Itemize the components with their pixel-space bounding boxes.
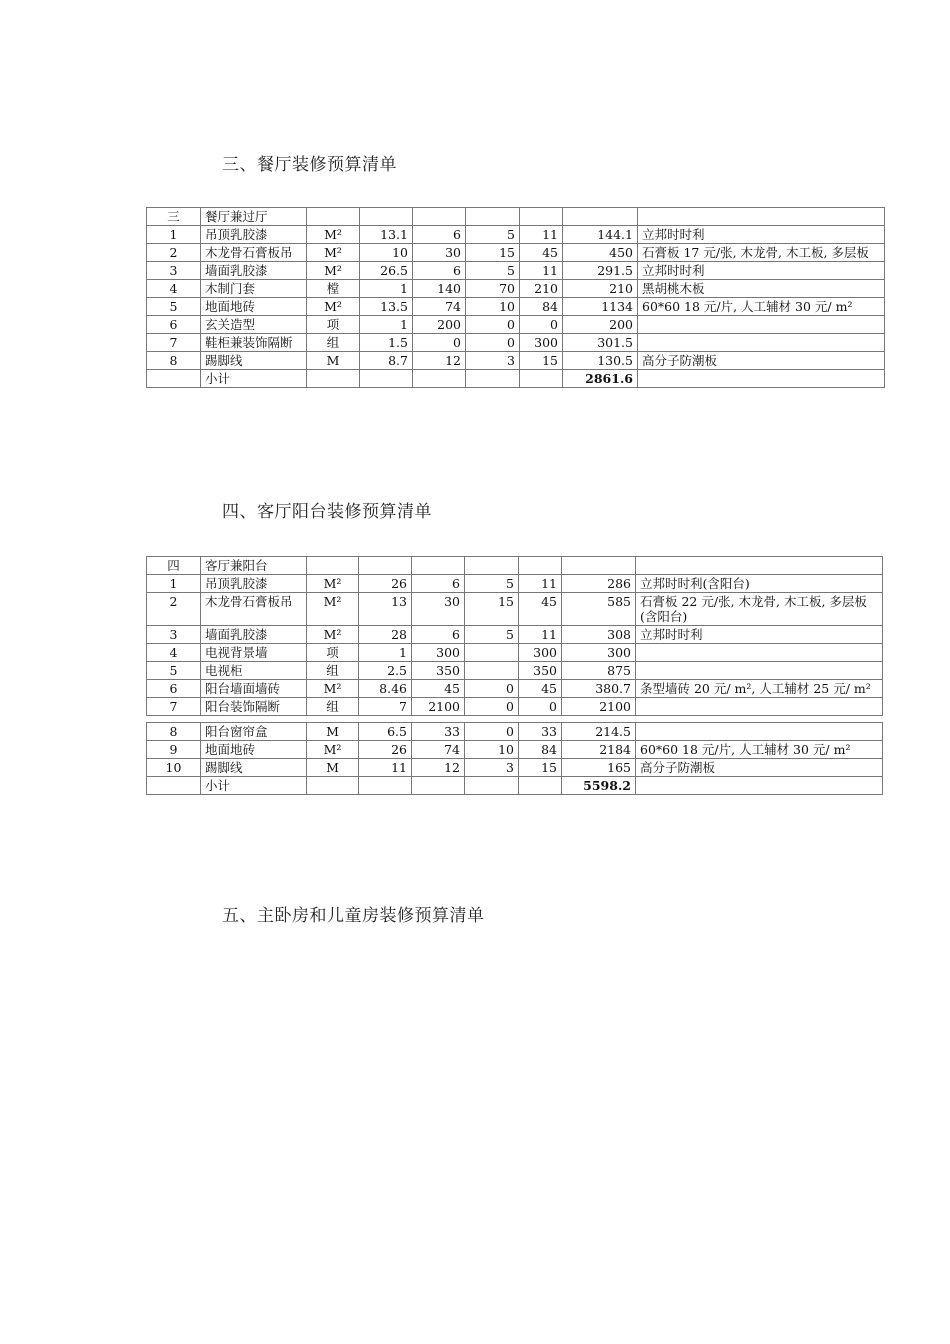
item-quantity — [359, 557, 412, 575]
item-labor-price: 5 — [465, 575, 519, 593]
item-unit-total: 45 — [519, 680, 562, 698]
item-labor-price: 10 — [465, 741, 519, 759]
item-labor-price — [465, 557, 519, 575]
item-note: 条型墙砖 20 元/ m², 人工辅材 25 元/ m² — [636, 680, 883, 698]
table-row — [147, 662, 883, 680]
item-note — [636, 662, 883, 680]
item-total: 2100 — [562, 698, 636, 716]
item-material-price: 0 — [413, 334, 466, 352]
item-material-price: 6 — [413, 262, 466, 280]
item-material-price: 2100 — [412, 698, 465, 716]
item-labor-price: 3 — [465, 759, 519, 777]
item-unit-total: 11 — [519, 575, 562, 593]
item-quantity: 26.5 — [360, 262, 413, 280]
item-material-price — [413, 370, 466, 388]
item-unit: 组 — [307, 662, 359, 680]
item-unit: M² — [307, 298, 360, 316]
item-labor-price: 0 — [466, 316, 520, 334]
item-unit-total: 300 — [520, 334, 563, 352]
item-note: 高分子防潮板 — [638, 352, 885, 370]
item-unit-total — [520, 208, 563, 226]
item-quantity: 26 — [359, 741, 412, 759]
item-note — [636, 644, 883, 662]
item-name: 地面地砖 — [201, 741, 307, 759]
item-labor-price — [466, 208, 520, 226]
item-number: 5 — [147, 298, 201, 316]
item-name: 电视柜 — [201, 662, 307, 680]
item-unit — [307, 557, 359, 575]
item-name: 客厅兼阳台 — [201, 557, 307, 575]
item-unit-total: 11 — [520, 226, 563, 244]
item-labor-price: 10 — [466, 298, 520, 316]
item-unit: M — [307, 352, 360, 370]
item-note — [638, 316, 885, 334]
item-total: 5598.2 — [562, 777, 636, 795]
item-name: 吊顶乳胶漆 — [201, 575, 307, 593]
item-material-price: 140 — [413, 280, 466, 298]
table-row — [147, 741, 883, 759]
item-quantity: 1 — [359, 644, 412, 662]
item-name: 阳台窗帘盒 — [201, 723, 307, 741]
item-unit-total — [520, 370, 563, 388]
item-unit: M² — [307, 244, 360, 262]
item-labor-price — [465, 644, 519, 662]
table-row — [147, 698, 883, 716]
table-row — [147, 575, 883, 593]
section-4-heading: 四、客厅阳台装修预算清单 — [222, 502, 432, 522]
item-total: 144.1 — [563, 226, 638, 244]
item-labor-price: 3 — [466, 352, 520, 370]
item-unit: 组 — [307, 698, 359, 716]
item-unit-total: 350 — [519, 662, 562, 680]
item-number: 7 — [147, 698, 201, 716]
item-note: 60*60 18 元/片, 人工辅材 30 元/ m² — [638, 298, 885, 316]
section-3-heading: 三、餐厅装修预算清单 — [222, 155, 397, 175]
item-total: 2184 — [562, 741, 636, 759]
item-name: 电视背景墙 — [201, 644, 307, 662]
item-quantity: 1.5 — [360, 334, 413, 352]
subtotal-row — [147, 370, 885, 388]
item-name: 木龙骨石膏板吊 — [201, 593, 307, 626]
item-number: 2 — [147, 244, 201, 262]
table-row — [147, 208, 885, 226]
item-unit: 项 — [307, 316, 360, 334]
item-material-price: 12 — [413, 352, 466, 370]
item-material-price: 45 — [412, 680, 465, 698]
item-note: 黑胡桃木板 — [638, 280, 885, 298]
item-total: 210 — [563, 280, 638, 298]
item-unit: M² — [307, 226, 360, 244]
item-labor-price — [466, 370, 520, 388]
item-number: 7 — [147, 334, 201, 352]
item-number: 8 — [147, 723, 201, 741]
item-name: 鞋柜兼装饰隔断 — [201, 334, 307, 352]
item-quantity — [360, 370, 413, 388]
item-material-price: 33 — [412, 723, 465, 741]
item-quantity: 26 — [359, 575, 412, 593]
item-unit — [307, 208, 360, 226]
subtotal-row — [147, 777, 883, 795]
item-material-price: 30 — [413, 244, 466, 262]
item-material-price: 6 — [412, 626, 465, 644]
item-unit-total: 210 — [520, 280, 563, 298]
item-number: 4 — [147, 280, 201, 298]
item-number: 6 — [147, 680, 201, 698]
item-labor-price: 0 — [465, 698, 519, 716]
item-number: 4 — [147, 644, 201, 662]
item-labor-price: 0 — [466, 334, 520, 352]
item-unit-total: 33 — [519, 723, 562, 741]
living-room-budget-table — [146, 556, 883, 795]
item-unit-total — [519, 557, 562, 575]
item-unit-total: 84 — [520, 298, 563, 316]
item-total: 300 — [562, 644, 636, 662]
item-unit-total: 11 — [519, 626, 562, 644]
item-unit: 樘 — [307, 280, 360, 298]
item-name: 木龙骨石膏板吊 — [201, 244, 307, 262]
item-material-price: 30 — [412, 593, 465, 626]
item-quantity: 10 — [360, 244, 413, 262]
item-unit: M — [307, 759, 359, 777]
item-labor-price: 70 — [466, 280, 520, 298]
item-note: 石膏板 17 元/张, 木龙骨, 木工板, 多层板 — [638, 244, 885, 262]
item-name: 踢脚线 — [201, 352, 307, 370]
item-total: 130.5 — [563, 352, 638, 370]
item-total: 450 — [563, 244, 638, 262]
item-unit: M — [307, 723, 359, 741]
item-total: 291.5 — [563, 262, 638, 280]
item-total: 200 — [563, 316, 638, 334]
item-quantity: 28 — [359, 626, 412, 644]
item-unit — [307, 777, 359, 795]
table-row — [147, 226, 885, 244]
item-total: 286 — [562, 575, 636, 593]
item-total — [562, 557, 636, 575]
item-number — [147, 777, 201, 795]
item-material-price: 12 — [412, 759, 465, 777]
table-row — [147, 626, 883, 644]
item-number: 5 — [147, 662, 201, 680]
item-number: 9 — [147, 741, 201, 759]
item-quantity: 1 — [360, 280, 413, 298]
item-note: 立邦时时利 — [638, 226, 885, 244]
item-unit-total: 300 — [519, 644, 562, 662]
item-total — [563, 208, 638, 226]
table-row — [147, 298, 885, 316]
item-total: 1134 — [563, 298, 638, 316]
item-quantity: 6.5 — [359, 723, 412, 741]
item-quantity: 13.1 — [360, 226, 413, 244]
item-unit-total: 84 — [519, 741, 562, 759]
item-number — [147, 370, 201, 388]
item-name: 玄关造型 — [201, 316, 307, 334]
item-number: 3 — [147, 626, 201, 644]
item-number: 3 — [147, 262, 201, 280]
item-note — [636, 723, 883, 741]
table-row — [147, 334, 885, 352]
item-total: 2861.6 — [563, 370, 638, 388]
table-row — [147, 557, 883, 575]
item-name: 阳台装饰隔断 — [201, 698, 307, 716]
item-unit-total: 45 — [520, 244, 563, 262]
item-material-price: 6 — [413, 226, 466, 244]
table-row — [147, 280, 885, 298]
item-quantity: 11 — [359, 759, 412, 777]
item-total: 585 — [562, 593, 636, 626]
item-material-price — [412, 557, 465, 575]
item-name: 小计 — [201, 370, 307, 388]
item-total: 301.5 — [563, 334, 638, 352]
item-quantity: 8.7 — [360, 352, 413, 370]
item-unit: M² — [307, 593, 359, 626]
item-material-price: 74 — [413, 298, 466, 316]
item-note — [638, 208, 885, 226]
item-material-price: 6 — [412, 575, 465, 593]
item-unit: M² — [307, 741, 359, 759]
item-note: 60*60 18 元/片, 人工辅材 30 元/ m² — [636, 741, 883, 759]
item-name: 木制门套 — [201, 280, 307, 298]
item-unit: 项 — [307, 644, 359, 662]
item-labor-price: 5 — [466, 262, 520, 280]
item-unit-total: 11 — [520, 262, 563, 280]
item-unit: M² — [307, 262, 360, 280]
table-row — [147, 244, 885, 262]
item-note: 立邦时时利 — [638, 262, 885, 280]
table-page-break — [147, 716, 883, 723]
item-quantity: 7 — [359, 698, 412, 716]
item-quantity: 13 — [359, 593, 412, 626]
item-material-price — [413, 208, 466, 226]
item-material-price: 300 — [412, 644, 465, 662]
item-material-price: 350 — [412, 662, 465, 680]
table-row — [147, 759, 883, 777]
item-unit-total — [519, 777, 562, 795]
item-note: 高分子防潮板 — [636, 759, 883, 777]
item-material-price: 200 — [413, 316, 466, 334]
item-name: 墙面乳胶漆 — [201, 626, 307, 644]
table-row — [147, 593, 883, 626]
item-labor-price: 15 — [466, 244, 520, 262]
table-row — [147, 680, 883, 698]
item-quantity — [359, 777, 412, 795]
table-row — [147, 262, 885, 280]
item-material-price: 74 — [412, 741, 465, 759]
item-note: 石膏板 22 元/张, 木龙骨, 木工板, 多层板(含阳台) — [636, 593, 883, 626]
item-labor-price: 0 — [465, 723, 519, 741]
item-name: 踢脚线 — [201, 759, 307, 777]
table-row — [147, 644, 883, 662]
item-unit-total: 15 — [519, 759, 562, 777]
item-name: 吊顶乳胶漆 — [201, 226, 307, 244]
item-labor-price — [465, 777, 519, 795]
item-unit: M² — [307, 626, 359, 644]
item-number: 8 — [147, 352, 201, 370]
item-note — [636, 698, 883, 716]
item-labor-price: 15 — [465, 593, 519, 626]
item-quantity: 2.5 — [359, 662, 412, 680]
item-name: 阳台墙面墙砖 — [201, 680, 307, 698]
item-unit — [307, 370, 360, 388]
item-note: 立邦时时利 — [636, 626, 883, 644]
table-row — [147, 352, 885, 370]
item-name: 小计 — [201, 777, 307, 795]
item-number: 2 — [147, 593, 201, 626]
item-unit-total: 15 — [520, 352, 563, 370]
item-labor-price: 5 — [465, 626, 519, 644]
item-name: 餐厅兼过厅 — [201, 208, 307, 226]
item-total: 308 — [562, 626, 636, 644]
item-quantity — [360, 208, 413, 226]
item-note — [638, 334, 885, 352]
item-labor-price: 5 — [466, 226, 520, 244]
table-row — [147, 723, 883, 741]
item-name: 地面地砖 — [201, 298, 307, 316]
item-total: 165 — [562, 759, 636, 777]
item-total: 214.5 — [562, 723, 636, 741]
item-quantity: 1 — [360, 316, 413, 334]
item-unit: M² — [307, 680, 359, 698]
item-note — [636, 777, 883, 795]
item-note — [638, 370, 885, 388]
item-unit: 组 — [307, 334, 360, 352]
item-unit-total: 0 — [520, 316, 563, 334]
item-material-price — [412, 777, 465, 795]
item-number: 6 — [147, 316, 201, 334]
item-note — [636, 557, 883, 575]
item-unit-total: 45 — [519, 593, 562, 626]
item-quantity: 13.5 — [360, 298, 413, 316]
section-5-heading: 五、主卧房和儿童房装修预算清单 — [222, 906, 485, 926]
item-unit-total: 0 — [519, 698, 562, 716]
item-labor-price: 0 — [465, 680, 519, 698]
item-number: 三 — [147, 208, 201, 226]
item-note: 立邦时时利(含阳台) — [636, 575, 883, 593]
item-total: 380.7 — [562, 680, 636, 698]
item-total: 875 — [562, 662, 636, 680]
item-quantity: 8.46 — [359, 680, 412, 698]
item-labor-price — [465, 662, 519, 680]
item-unit: M² — [307, 575, 359, 593]
dining-room-budget-table — [146, 207, 885, 388]
item-number: 1 — [147, 226, 201, 244]
table-row — [147, 316, 885, 334]
item-number: 四 — [147, 557, 201, 575]
item-name: 墙面乳胶漆 — [201, 262, 307, 280]
item-number: 10 — [147, 759, 201, 777]
item-number: 1 — [147, 575, 201, 593]
